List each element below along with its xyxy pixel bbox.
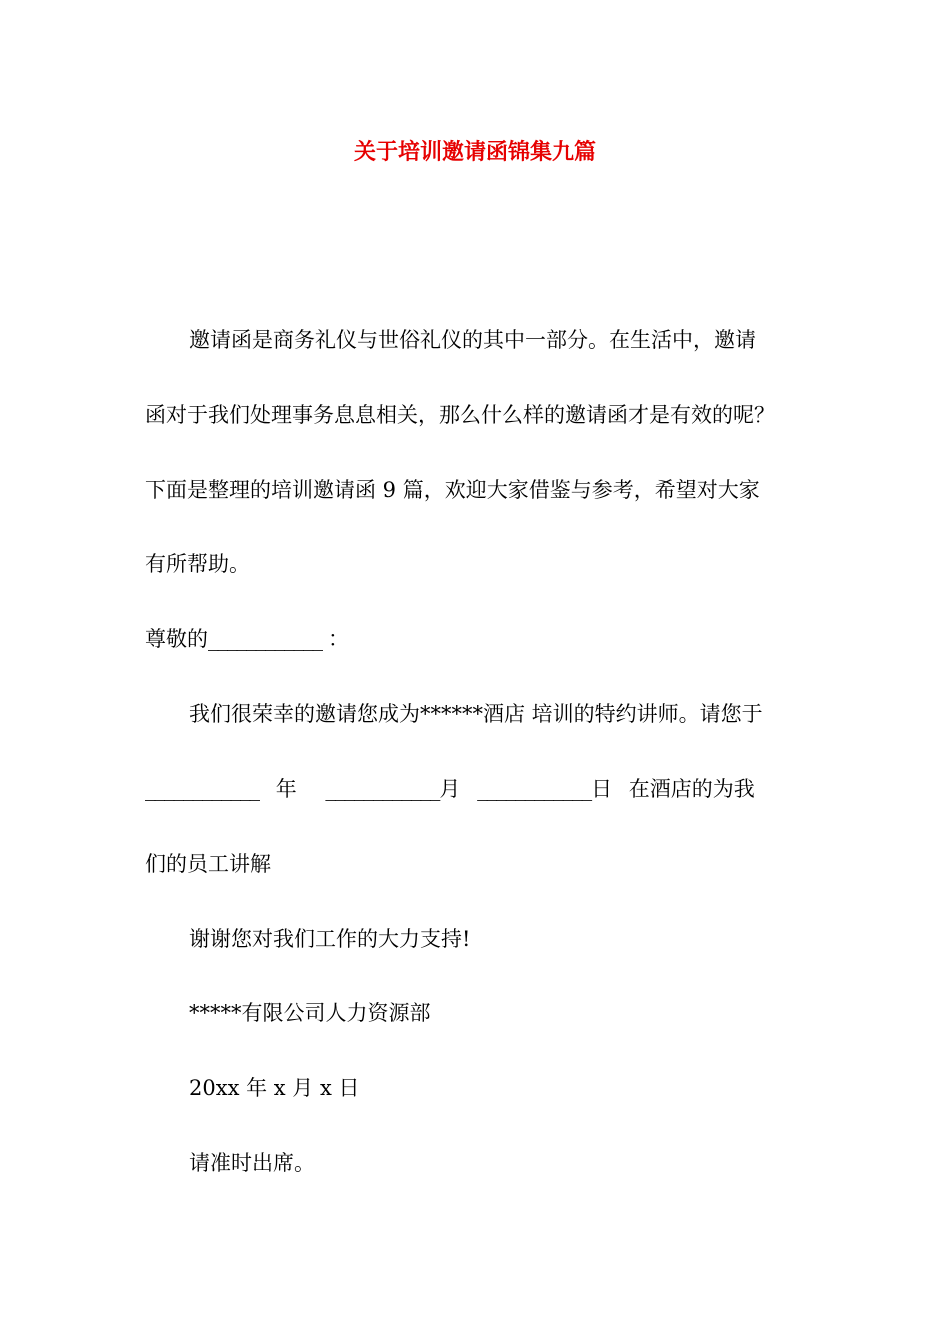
thanks-line: 谢谢您对我们工作的大力支持! [189,927,471,951]
date-line-rest: 在酒店的为我 [628,777,755,801]
body-line-3: 们的员工讲解 [145,852,271,876]
intro-line-4: 有所帮助。 [145,552,250,576]
year-label: 年 [275,777,297,801]
signature-date: 20xx 年 x 月 x 日 [189,1076,360,1100]
intro-line-1: 邀请函是商务礼仪与世俗礼仪的其中一部分。在生活中，邀请 [189,328,756,352]
salutation-line [145,624,349,654]
body-line-1: 我们很荣幸的邀请您成为******酒店 培训的特约讲师。请您于 [189,702,763,726]
company-signature: *****有限公司人力资源部 [189,1001,431,1025]
day-label: 日 [591,777,613,801]
salutation-suffix: ： [328,627,349,651]
salutation-blank: ____________ [208,627,322,651]
date-fill-line [145,774,755,804]
year-blank: ____________ [145,777,259,801]
month-label: 月 [439,777,461,801]
intro-line-3: 下面是整理的培训邀请函 9 篇，欢迎大家借鉴与参考，希望对大家 [145,478,760,502]
document-title: 关于培训邀请函锦集九篇 [353,139,596,165]
closing-line: 请准时出席。 [189,1151,315,1175]
day-blank: ____________ [477,777,592,801]
salutation-prefix: 尊敬的 [145,627,208,651]
intro-line-2: 函对于我们处理事务息息相关，那么什么样的邀请函才是有效的呢？ [145,403,775,427]
month-blank: ____________ [325,777,440,801]
